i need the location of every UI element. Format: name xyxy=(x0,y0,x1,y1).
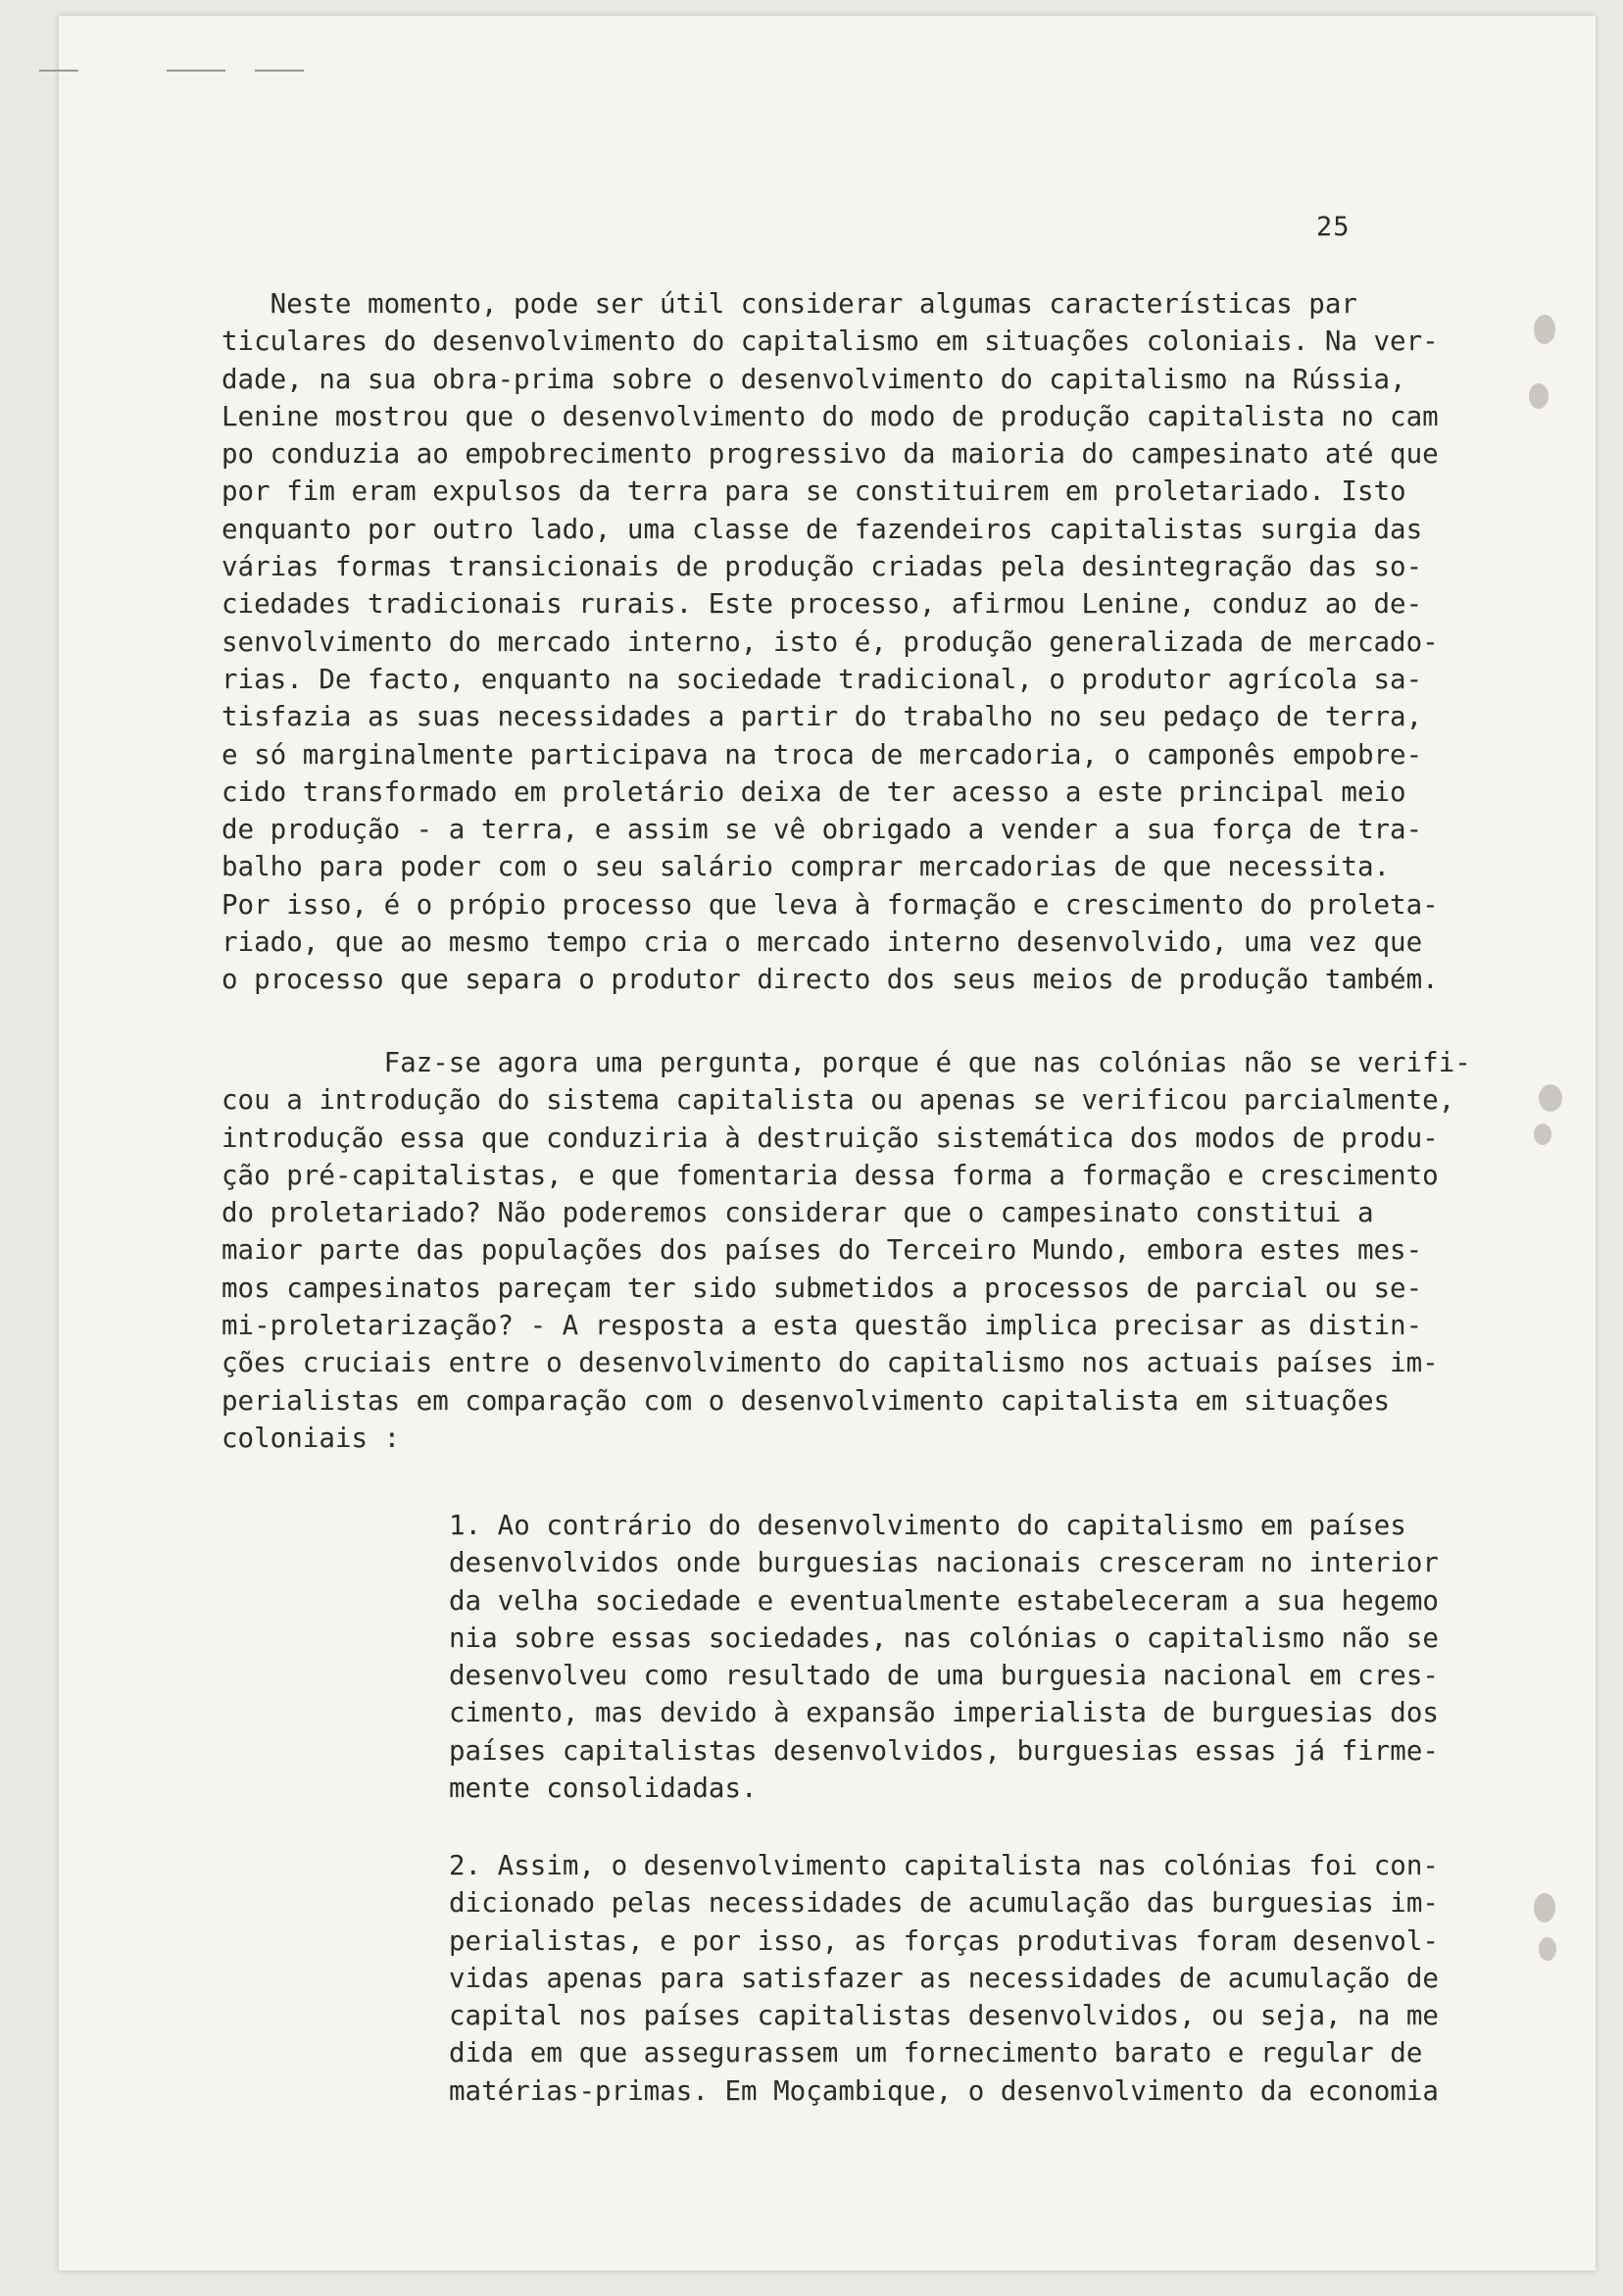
text-line: por fim eram expulsos da terra para se constituirem em proletariado. Isto xyxy=(221,475,1406,508)
text-line: 1. Ao contrário do desenvolvimento do capitalismo em países xyxy=(449,1510,1406,1541)
text-line: coloniais : xyxy=(221,1422,401,1454)
text-line: capital nos países capitalistas desenvolvidos, ou seja, na me xyxy=(449,2000,1439,2032)
text-line: o processo que separa o produtor directo dos seus meios de produção também. xyxy=(221,964,1439,996)
text-line: várias formas transicionais de produção criadas pela desintegração das so- xyxy=(221,551,1423,583)
text-line: vidas apenas para satisfazer as necessidades de acumulação de xyxy=(449,1962,1439,1994)
text-line: Lenine mostrou que o desenvolvimento do modo de produção capitalista no cam xyxy=(221,400,1439,432)
text-line: balho para poder com o seu salário comprar mercadorias de que necessita. xyxy=(221,851,1391,883)
scan-mark xyxy=(39,70,78,72)
page-number: 25 xyxy=(1316,212,1351,242)
paragraph-2 xyxy=(221,1044,1471,1457)
scan-speck xyxy=(1529,383,1549,409)
text-line: países capitalistas desenvolvidos, burguesias essas já firme- xyxy=(449,1734,1439,1767)
scan-speck xyxy=(1539,1937,1556,1961)
text-line: cimento, mas devido à expansão imperialista de burguesias dos xyxy=(449,1697,1439,1729)
scan-mark xyxy=(167,70,225,72)
text-line: matérias-primas. Em Moçambique, o desenvolvimento da economia xyxy=(449,2074,1439,2107)
scan-mark xyxy=(255,70,304,72)
text-line: perialistas em comparação com o desenvolvimento capitalista em situações xyxy=(221,1384,1391,1417)
text-line: dida em que assegurassem um fornecimento barato e regular de xyxy=(449,2037,1423,2070)
text-line: e só marginalmente participava na troca de mercadoria, o camponês empobre- xyxy=(221,738,1423,771)
scan-speck xyxy=(1534,315,1555,344)
text-line: tisfazia as suas necessidades a partir do trabalho no seu pedaço de terra, xyxy=(221,701,1423,733)
text-line: ção pré-capitalistas, e que fomentaria dessa forma a formação e crescimento xyxy=(221,1159,1439,1191)
text-line: riado, que ao mesmo tempo cria o mercado interno desenvolvido, uma vez que xyxy=(221,926,1423,959)
text-line: nia sobre essas sociedades, nas colónias o capitalismo não se xyxy=(449,1622,1439,1654)
text-line: dicionado pelas necessidades de acumulação das burguesias im- xyxy=(449,1887,1439,1920)
text-line: desenvolveu como resultado de uma burguesia nacional em cres- xyxy=(449,1660,1439,1692)
text-line: introdução essa que conduziria à destruição sistemática dos modos de produ- xyxy=(221,1122,1439,1154)
scan-speck xyxy=(1539,1084,1562,1112)
text-line: rias. De facto, enquanto na sociedade tradicional, o produtor agrícola sa- xyxy=(221,663,1423,695)
scan-speck xyxy=(1534,1893,1555,1922)
text-line: mente consolidadas. xyxy=(449,1772,758,1805)
text-line: cido transformado em proletário deixa de ter acesso a este principal meio xyxy=(221,775,1406,808)
text-line: mi-proletarização? - A resposta a esta questão implica precisar as distin- xyxy=(221,1310,1423,1342)
text-line: ções cruciais entre o desenvolvimento do capitalismo nos actuais países im- xyxy=(221,1347,1439,1379)
numbered-item-1 xyxy=(449,1507,1439,1807)
text-line: ciedades tradicionais rurais. Este processo, afirmou Lenine, conduz ao de- xyxy=(221,588,1423,621)
text-line: maior parte das populações dos países do Terceiro Mundo, embora estes mes- xyxy=(221,1234,1423,1267)
text-line: mos campesinatos pareçam ter sido submetidos a processos de parcial ou se- xyxy=(221,1272,1423,1304)
text-line: cou a introdução do sistema capitalista ou apenas se verificou parcialmente, xyxy=(221,1084,1455,1117)
text-line: Neste momento, pode ser útil considerar algumas características par xyxy=(221,288,1357,320)
document-page xyxy=(59,16,1596,2271)
scan-speck xyxy=(1534,1123,1551,1145)
text-line: da velha sociedade e eventualmente estabeleceram a sua hegemo xyxy=(449,1584,1439,1617)
text-line: po conduzia ao empobrecimento progressivo da maioria do campesinato até que xyxy=(221,438,1439,471)
text-line: desenvolvidos onde burguesias nacionais cresceram no interior xyxy=(449,1547,1439,1579)
text-line: 2. Assim, o desenvolvimento capitalista nas colónias foi con- xyxy=(449,1850,1439,1881)
text-line: do proletariado? Não poderemos considerar que o campesinato constitui a xyxy=(221,1197,1374,1229)
paragraph-1 xyxy=(221,285,1439,999)
text-line: dade, na sua obra-prima sobre o desenvolvimento do capitalismo na Rússia, xyxy=(221,363,1406,395)
text-line: enquanto por outro lado, uma classe de fazendeiros capitalistas surgia das xyxy=(221,513,1423,545)
text-line: de produção - a terra, e assim se vê obrigado a vender a sua força de tra- xyxy=(221,814,1423,846)
numbered-item-2 xyxy=(449,1847,1439,2110)
text-line: Faz-se agora uma pergunta, porque é que nas colónias não se verifi- xyxy=(221,1047,1471,1078)
text-line: senvolvimento do mercado interno, isto é, produção generalizada de mercado- xyxy=(221,625,1439,658)
text-line: Por isso, é o própio processo que leva à formação e crescimento do proleta- xyxy=(221,888,1439,921)
text-line: perialistas, e por isso, as forças produtivas foram desenvol- xyxy=(449,1924,1439,1957)
text-line: ticulares do desenvolvimento do capitalismo em situações coloniais. Na ver- xyxy=(221,325,1439,358)
